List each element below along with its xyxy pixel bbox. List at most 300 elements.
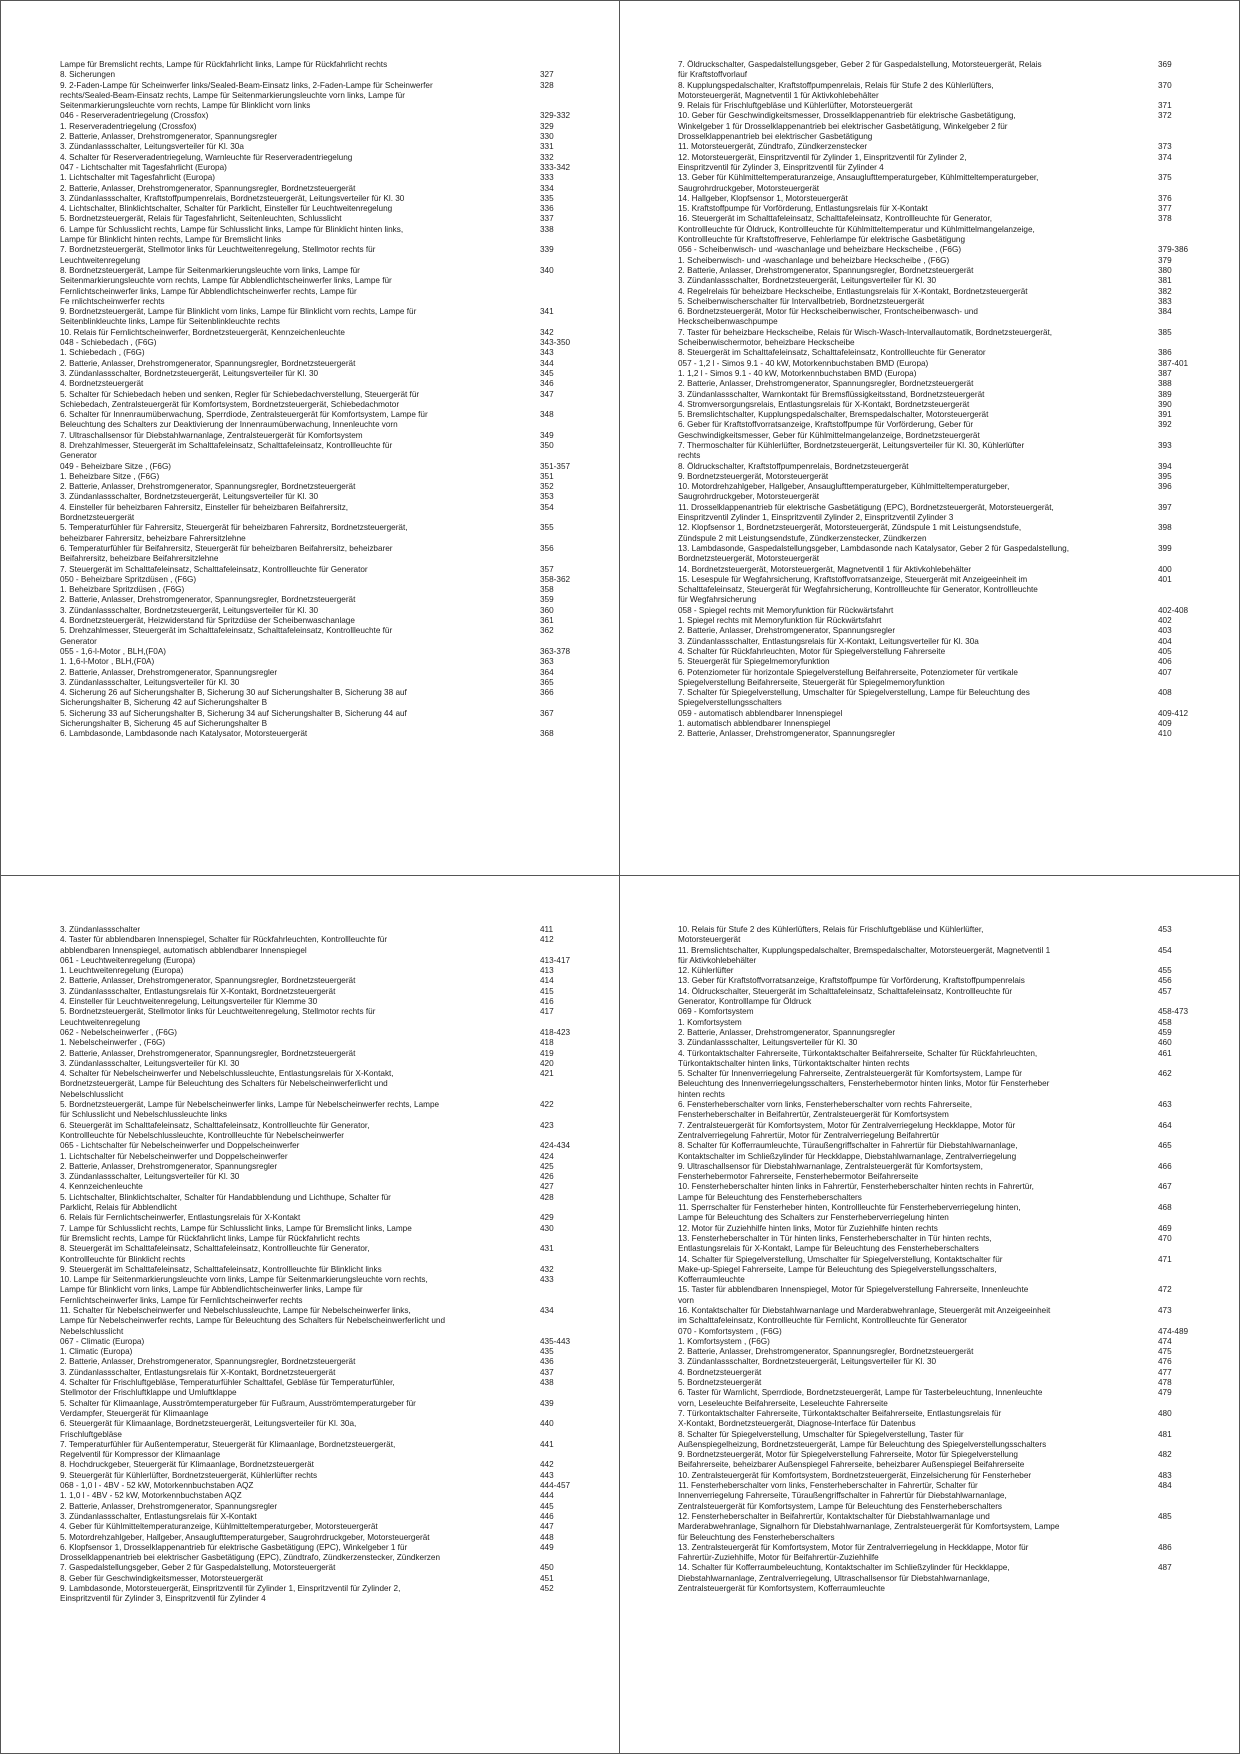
toc-entry xyxy=(678,698,1218,708)
toc-entry-page: 445 xyxy=(540,1501,554,1511)
toc-entry-text: 7. Steuergerät im Schalttafeleinsatz, Schalttafeleinsatz, Kontrollleuchte für Generator xyxy=(60,564,368,574)
toc-entry xyxy=(60,328,600,338)
toc-entry xyxy=(678,709,1218,719)
toc-entry-text: 5. Drehzahlmesser, Steuergerät im Schalttafeleinsatz, Schalttafeleinsatz, Kontrollleuchte für xyxy=(60,626,393,636)
toc-entry-page: 475 xyxy=(1158,1347,1172,1357)
toc-entry xyxy=(60,1327,600,1337)
toc-entry xyxy=(678,966,1218,976)
toc-entry-text: 11. Schalter für Nebelscheinwerfer und Nebelschlussleuchte, Lampe für Nebelscheinwerfer links, xyxy=(60,1305,411,1315)
toc-entry-text: Spiegelverstellung Beifahrerseite, Steuergerät für Spiegelmemoryfunktion xyxy=(678,677,945,687)
toc-entry-page xyxy=(540,534,600,544)
toc-entry-page: 415 xyxy=(540,986,554,996)
toc-entry-text: 6. Taster für Warnlicht, Sperrdiode, Bordnetzsteuergerät, Lampe für Tasterbeleuchtung, Innenleuchte xyxy=(678,1388,1043,1398)
toc-entry-page xyxy=(540,1430,600,1440)
toc-entry-page: 363 xyxy=(540,657,554,667)
toc-entry xyxy=(678,997,1218,1007)
toc-entry xyxy=(60,1347,600,1357)
toc-entry-page: 414 xyxy=(540,976,554,986)
toc-entry-page xyxy=(1158,122,1218,132)
toc-entry xyxy=(60,544,600,554)
toc-entry-page: 477 xyxy=(1158,1367,1172,1377)
toc-entry xyxy=(60,595,600,605)
toc-entry-text: 7. Bordnetzsteuergerät, Stellmotor links für Leuchtweitenregelung, Stellmotor rechts für xyxy=(60,245,376,255)
toc-entry-text: 1. Komfortsystem xyxy=(678,1017,742,1027)
toc-entry-text: 7. Öldruckschalter, Gaspedalstellungsgeber, Geber 2 für Gaspedalstellung, Motorsteuergerät, Relais xyxy=(678,60,1042,69)
toc-entry xyxy=(678,441,1218,451)
toc-entry xyxy=(678,1440,1218,1450)
toc-entry-text: 8. Schalter für Kofferraumleuchte, Türaußengriffschalter in Fahrertür für Diebstahlwarnanlage, xyxy=(678,1141,1018,1151)
toc-entry-text: für Bremslicht rechts, Lampe für Rückfahrlicht links, Lampe für Rückfahrlicht rechts xyxy=(60,1233,360,1243)
toc-entry-page: 430 xyxy=(540,1223,554,1233)
toc-entry-text: 1. 1,6-l-Motor , BLH,(F0A) xyxy=(60,657,155,667)
toc-entry-page: 469 xyxy=(1158,1223,1172,1233)
toc-entry-page: 405 xyxy=(1158,646,1172,656)
toc-entry-page xyxy=(1158,1574,1218,1584)
toc-entry-page: 404 xyxy=(1158,636,1172,646)
toc-entry-page: 423 xyxy=(540,1120,554,1130)
toc-entry-text: 6. Fensterheberschalter vorn links, Fensterheberschalter vorn rechts Fahrerseite, xyxy=(678,1100,972,1110)
toc-entry xyxy=(60,503,600,513)
toc-entry-text: 5. Lichtschalter, Blinklichtschalter, Schalter für Handabblendung und Lichthupe, Schalter für xyxy=(60,1192,391,1202)
toc-entry xyxy=(678,925,1218,935)
toc-entry xyxy=(678,214,1218,224)
toc-entry-text: Schalttafeleinsatz, Steuergerät für Wegfahrsicherung, Kontrollleuchte für Generator, Kontrollleuchte xyxy=(678,585,1038,595)
toc-entry-text: Lampe für Beleuchtung des Schalters zur Fensterheberverriegelung hinten xyxy=(678,1213,949,1223)
toc-entry xyxy=(60,997,600,1007)
toc-entry-text: 8. Drehzahlmesser, Steuergerät im Schalttafeleinsatz, Schalttafeleinsatz, Kontrollleuchte für xyxy=(60,440,393,450)
toc-entry xyxy=(60,400,600,410)
toc-entry-page: 479 xyxy=(1158,1388,1172,1398)
toc-entry xyxy=(60,1244,600,1254)
toc-entry-page: 393 xyxy=(1158,440,1172,450)
toc-entry xyxy=(678,101,1218,111)
toc-entry xyxy=(60,647,600,657)
toc-entry xyxy=(60,1522,600,1532)
toc-entry-page xyxy=(1158,1275,1218,1285)
toc-entry xyxy=(60,317,600,327)
toc-entry xyxy=(678,1059,1218,1069)
toc-entry-text: 2. Batterie, Anlasser, Drehstromgenerator, Spannungsregler, Bordnetzsteuergerät xyxy=(60,976,356,986)
toc-entry-text: Geschwindigkeitsmesser, Geber für Kühlmittelmangelanzeige, Bordnetzsteuergerät xyxy=(678,430,980,440)
toc-entry-page xyxy=(540,1450,600,1460)
toc-entry-text: 15. Lesespule für Wegfahrsicherung, Kraftstoffvorratsanzeige, Steuergerät mit Anzeigeeinheit im xyxy=(678,574,1028,584)
toc-entry-text: 3. Zündanlassschalter, Entlastungsrelais für X-Kontakt, Bordnetzsteuergerät xyxy=(60,986,336,996)
toc-entry xyxy=(678,1368,1218,1378)
toc-entry-page: 416 xyxy=(540,997,554,1007)
toc-entry-page: 463 xyxy=(1158,1100,1172,1110)
toc-entry-text: für Kraftstoffvorlauf xyxy=(678,70,748,80)
toc-entry-text: 7. Temperaturfühler für Außentemperatur, Steuergerät für Klimaanlage, Bordnetzsteuergerät, xyxy=(60,1439,396,1449)
toc-entry xyxy=(60,1172,600,1182)
toc-entry xyxy=(678,1316,1218,1326)
toc-entry-text: 3. Zündanlassschalter, Entlastungsrelais für X-Kontakt xyxy=(60,1511,257,1521)
toc-entry-text: Scheibenwischermotor, beheizbare Heckscheibe xyxy=(678,338,855,348)
toc-entry-page: 468 xyxy=(1158,1203,1172,1213)
toc-entry xyxy=(60,60,600,70)
toc-entry-page: 366 xyxy=(540,688,554,698)
toc-entry-text: 4. Stromversorgungsrelais, Entlastungsrelais für X-Kontakt, Bordnetzsteuergerät xyxy=(678,399,970,409)
toc-entry-text: 5. Bremslichtschalter, Kupplungspedalschalter, Bremspedalschalter, Motorsteuergerät xyxy=(678,410,989,420)
toc-entry-text: 4. Schalter für Rückfahrleuchten, Motor für Spiegelverstellung Fahrerseite xyxy=(678,646,946,656)
toc-entry-page: 331 xyxy=(540,142,554,152)
toc-entry-text: 1. Scheibenwisch- und -waschanlage und beheizbare Heckscheibe , (F6G) xyxy=(678,255,950,265)
toc-entry-page xyxy=(1158,1419,1218,1429)
toc-entry-text: 14. Schalter für Kofferraumbeleuchtung, Kontaktschalter im Schließzylinder für Heckklappe, xyxy=(678,1563,1010,1573)
toc-entry-page: 473 xyxy=(1158,1305,1172,1315)
toc-entry xyxy=(678,1388,1218,1398)
toc-entry xyxy=(678,523,1218,533)
toc-entry-text: 050 - Beheizbare Spritzdüsen , (F6G) xyxy=(60,574,197,584)
toc-entry-page xyxy=(540,946,600,956)
toc-entry-text: Bordnetzsteuergerät, Motorsteuergerät xyxy=(678,554,820,564)
toc-entry-text: 1. Beheizbare Spritzdüsen , (F6G) xyxy=(60,585,185,595)
toc-entry-page: 418 xyxy=(540,1038,554,1048)
page-top-right xyxy=(678,60,1218,740)
vertical-divider xyxy=(619,0,620,1754)
toc-entry-text: 6. Steuergerät im Schalttafeleinsatz, Schalttafeleinsatz, Kontrollleuchte für Generator, xyxy=(60,1120,370,1130)
toc-entry-page: 428 xyxy=(540,1192,554,1202)
toc-entry-text: 3. Zündanlassschalter, Leitungsverteiler für Kl. 30 xyxy=(60,1172,240,1182)
toc-entry xyxy=(678,1460,1218,1470)
toc-entry-text: 9. Ultraschallsensor für Diebstahlwarnanlage, Zentralsteuergerät für Komfortsystem, xyxy=(678,1161,983,1171)
toc-entry-page xyxy=(540,1255,600,1265)
toc-entry-text: Winkelgeber 1 für Drosselklappenantrieb bei elektrischer Gasbetätigung, Winkelgeber 2 für xyxy=(678,121,1008,131)
toc-entry-text: 7. Ultraschallsensor für Diebstahlwarnanlage, Zentralsteuergerät für Komfortsystem xyxy=(60,430,363,440)
toc-entry-page xyxy=(540,1203,600,1213)
toc-entry-text: 9. Lambdasonde, Motorsteuergerät, Einspritzventil für Zylinder 1, Einspritzventil für Zylinder 2, xyxy=(60,1584,401,1593)
toc-entry-text: 057 - 1,2 l - Simos 9.1 - 40 kW, Motorkennbuchstaben BMD (Europa) xyxy=(678,358,929,368)
toc-entry-page xyxy=(1158,1522,1218,1532)
toc-entry-text: 9. Steuergerät im Schalttafeleinsatz, Schalttafeleinsatz, Kontrollleuchte für Blinklicht links xyxy=(60,1264,382,1274)
toc-entry-text: Zentralverriegelung Fahrertür, Motor für Zentralverriegelung Beifahrertür xyxy=(678,1130,940,1140)
toc-entry-page: 354 xyxy=(540,502,554,512)
toc-entry-text: 4. Schalter für Nebelscheinwerfer und Nebelschlussleuchte, Entlastungsrelais für X-Kontakt, xyxy=(60,1069,394,1079)
toc-entry-page: 398 xyxy=(1158,523,1172,533)
toc-entry xyxy=(60,1594,600,1604)
horizontal-divider xyxy=(0,875,1240,876)
toc-entry xyxy=(678,1234,1218,1244)
toc-entry-page: 431 xyxy=(540,1244,554,1254)
toc-entry-page: 391 xyxy=(1158,410,1172,420)
toc-entry xyxy=(60,379,600,389)
toc-entry-text: für Aktivkohlebehälter xyxy=(678,955,757,965)
toc-entry xyxy=(60,1285,600,1295)
toc-entry-page: 442 xyxy=(540,1460,554,1470)
toc-entry-page: 476 xyxy=(1158,1357,1172,1367)
toc-entry-page: 454 xyxy=(1158,945,1172,955)
toc-entry-text: 11. Fensterheberschalter vorn links, Fensterheberschalter in Fahrertür, Schalter für xyxy=(678,1481,978,1491)
toc-entry xyxy=(60,1306,600,1316)
toc-entry-text: 7. Taster für beheizbare Heckscheibe, Relais für Wisch-Wasch-Intervallautomatik, Bordnetzsteuergerät, xyxy=(678,327,1053,337)
toc-entry xyxy=(60,1378,600,1388)
toc-entry xyxy=(678,976,1218,986)
toc-entry xyxy=(60,1234,600,1244)
toc-entry-text: 10. Relais für Fernlichtscheinwerfer, Bordnetzsteuergerät, Kennzeichenleuchte xyxy=(60,327,345,337)
toc-entry xyxy=(678,184,1218,194)
toc-entry xyxy=(60,235,600,245)
toc-entry xyxy=(678,647,1218,657)
toc-entry xyxy=(678,348,1218,358)
toc-entry-text: Saugrohrdruckgeber, Motorsteuergerät xyxy=(678,183,820,193)
toc-entry-text: 3. Zündanlassschalter, Bordnetzsteuergerät, Leitungsverteiler für Kl. 30 xyxy=(60,492,319,502)
toc-entry xyxy=(678,81,1218,91)
toc-entry-text: Zentralsteuergerät für Komfortsystem, Kofferraumleuchte xyxy=(678,1584,885,1593)
toc-entry-page: 478 xyxy=(1158,1378,1172,1388)
toc-entry-page: 346 xyxy=(540,379,554,389)
toc-entry-text: 11. Drosselklappenantrieb für elektrische Gasbetätigung (EPC), Bordnetzsteuergerät, Motorsteuergerät, xyxy=(678,502,1054,512)
toc-entry-text: 2. Batterie, Anlasser, Drehstromgenerator, Spannungsregler, Bordnetzsteuergerät xyxy=(60,595,356,605)
toc-entry-page xyxy=(1158,935,1218,945)
toc-entry-page xyxy=(1158,1193,1218,1203)
toc-entry xyxy=(678,266,1218,276)
toc-entry xyxy=(678,1255,1218,1265)
toc-entry-page: 333 xyxy=(540,173,554,183)
toc-entry xyxy=(678,554,1218,564)
toc-entry xyxy=(60,472,600,482)
toc-entry xyxy=(678,1100,1218,1110)
toc-entry xyxy=(60,966,600,976)
toc-entry-text: 9. Bordnetzsteuergerät, Lampe für Blinklicht vorn links, Lampe für Blinklicht vorn rechts, Lampe für xyxy=(60,307,417,317)
toc-entry-text: 8. Schalter für Spiegelverstellung, Umschalter für Spiegelverstellung, Taster für xyxy=(678,1429,964,1439)
toc-entry-page xyxy=(540,554,600,564)
toc-entry-text: 7. Türkontaktschalter Fahrerseite, Türkontaktschalter Beifahrerseite, Entlastungsrelais für xyxy=(678,1408,1002,1418)
toc-entry-text: 046 - Reserveradentriegelung (Crossfox) xyxy=(60,111,209,121)
toc-entry-text: 10. Lampe für Seitenmarkierungsleuchte vorn links, Lampe für Seitenmarkierungsleuchte vorn rechts, xyxy=(60,1275,428,1285)
toc-entry-page: 480 xyxy=(1158,1408,1172,1418)
toc-entry-page: 402 xyxy=(1158,616,1172,626)
toc-entry-text: 3. Zündanlassschalter, Leitungsverteiler für Kl. 30 xyxy=(678,1038,858,1048)
toc-entry-text: 8. Steuergerät im Schalttafeleinsatz, Schalttafeleinsatz, Kontrollleuchte für Generator xyxy=(678,348,986,358)
toc-entry-text: 14. Bordnetzsteuergerät, Motorsteuergerät, Magnetventil 1 für Aktivkohlebehälter xyxy=(678,564,972,574)
toc-entry-text: 1. Spiegel rechts mit Memoryfunktion für Rückwärtsfahrt xyxy=(678,616,882,626)
toc-entry-text: Fensterheberschalter in Beifahrertür, Zentralsteuergerät für Komfortsystem xyxy=(678,1110,949,1120)
toc-entry xyxy=(678,1306,1218,1316)
toc-entry-text: Fahrertür-Zuziehhilfe, Motor für Beifahrertür-Zuziehhilfe xyxy=(678,1553,879,1563)
toc-entry xyxy=(60,1028,600,1038)
toc-entry xyxy=(60,359,600,369)
toc-entry-text: 5. Scheibenwischerschalter für Intervallbetrieb, Bordnetzsteuergerät xyxy=(678,296,925,306)
toc-entry-page xyxy=(540,1553,600,1563)
toc-entry-text: Lampe für Nebelscheinwerfer rechts, Lampe für Beleuchtung des Schalters für Nebelscheinwerferlicht und xyxy=(60,1316,446,1326)
toc-entry-text: Kontrollleuchte für Öldruck, Kontrollleuchte für Kühlmitteltemperatur und Kühlmittelmangelanzeige, xyxy=(678,224,1035,234)
toc-entry-text: Bordnetzsteuergerät, Lampe für Beleuchtung des Schalters für Nebelscheinwerferlicht und xyxy=(60,1079,388,1089)
toc-entry-text: 4. Bordnetzsteuergerät, Heizwiderstand für Spritzdüse der Scheibenwaschanlage xyxy=(60,616,355,626)
toc-entry xyxy=(678,111,1218,121)
toc-entry-text: Sicherungshalter B, Sicherung 45 auf Sicherungshalter B xyxy=(60,719,268,728)
toc-entry xyxy=(60,585,600,595)
toc-entry xyxy=(678,1152,1218,1162)
toc-entry-text: Zündspule 2 mit Leistungsendstufe, Zündkerzenstecker, Zündkerzen xyxy=(678,533,927,543)
toc-entry xyxy=(60,946,600,956)
toc-entry-text: Kontrollleuchte für Nebelschlussleuchte, Kontrollleuchte für Nebelscheinwerfer xyxy=(60,1130,344,1140)
toc-entry-page: 356 xyxy=(540,543,554,553)
toc-entry xyxy=(678,719,1218,729)
toc-entry-page xyxy=(540,60,600,70)
toc-entry-text: Kontrollleuchte für Blinklicht rechts xyxy=(60,1254,186,1264)
toc-entry-page: 328 xyxy=(540,80,554,90)
toc-entry-text: 3. Zündanlassschalter, Leitungsverteiler für Kl. 30 xyxy=(60,677,240,687)
toc-entry xyxy=(678,1275,1218,1285)
toc-entry-text: 12. Kühlerlüfter xyxy=(678,966,734,976)
toc-entry xyxy=(678,544,1218,554)
toc-entry-page xyxy=(540,1079,600,1089)
toc-entry xyxy=(60,307,600,317)
toc-entry xyxy=(60,1460,600,1470)
toc-entry-text: Einspritzventil für Zylinder 3, Einspritzventil für Zylinder 4 xyxy=(678,162,884,172)
toc-entry xyxy=(60,554,600,564)
toc-entry xyxy=(60,1316,600,1326)
toc-entry-text: 16. Steuergerät im Schalttafeleinsatz, Schalttafeleinsatz, Kontrollleuchte für Generator, xyxy=(678,214,993,224)
toc-entry-page: 436 xyxy=(540,1357,554,1367)
toc-entry-page: 394 xyxy=(1158,461,1172,471)
toc-entry-page xyxy=(1158,1131,1218,1141)
toc-entry xyxy=(678,173,1218,183)
toc-entry-page: 419 xyxy=(540,1048,554,1058)
toc-entry-page xyxy=(540,698,600,708)
toc-entry xyxy=(678,204,1218,214)
toc-entry-text: 1. Beheizbare Sitze , (F6G) xyxy=(60,471,160,481)
toc-entry-page: 329 xyxy=(540,121,554,131)
toc-entry-text: 10. Motordrehzahlgeber, Hallgeber, Ansauglufttemperaturgeber, Kühlmitteltemperaturgeber, xyxy=(678,482,1010,492)
toc-entry-text: Fe rnlichtscheinwerfer rechts xyxy=(60,296,165,306)
toc-entry xyxy=(678,492,1218,502)
toc-entry xyxy=(60,111,600,121)
toc-entry-text: Generator, Kontrolllampe für Öldruck xyxy=(678,997,812,1007)
toc-entry-page xyxy=(1158,163,1218,173)
toc-entry-page: 379 xyxy=(1158,255,1172,265)
toc-entry-page xyxy=(1158,1460,1218,1470)
toc-entry-page xyxy=(540,1316,600,1326)
toc-entry-page: 424 xyxy=(540,1151,554,1161)
toc-entry-text: 1. Leuchtweitenregelung (Europa) xyxy=(60,966,184,976)
toc-entry-text: 4. Bordnetzsteuergerät xyxy=(678,1367,762,1377)
toc-entry-text: Parklicht, Relais für Abblendlicht xyxy=(60,1203,177,1213)
toc-entry xyxy=(60,935,600,945)
toc-entry-page: 485 xyxy=(1158,1511,1172,1521)
toc-entry-page: 424-434 xyxy=(540,1141,571,1151)
toc-entry-page xyxy=(540,1131,600,1141)
toc-entry-page: 435 xyxy=(540,1347,554,1357)
toc-entry-page: 457 xyxy=(1158,986,1172,996)
toc-entry xyxy=(678,1347,1218,1357)
toc-entry xyxy=(678,1450,1218,1460)
toc-entry-page xyxy=(540,101,600,111)
toc-entry-page xyxy=(1158,698,1218,708)
toc-entry xyxy=(678,328,1218,338)
toc-entry xyxy=(60,1162,600,1172)
toc-entry-page xyxy=(1158,956,1218,966)
toc-entry xyxy=(60,410,600,420)
toc-entry-page: 426 xyxy=(540,1172,554,1182)
toc-entry-text: 2. Batterie, Anlasser, Drehstromgenerator, Spannungsregler xyxy=(678,626,896,636)
toc-entry-page xyxy=(540,1296,600,1306)
toc-entry-text: 7. Schalter für Spiegelverstellung, Umschalter für Spiegelverstellung, Lampe für Beleuchtung des xyxy=(678,688,1030,698)
toc-entry xyxy=(60,1296,600,1306)
toc-entry-page xyxy=(1158,554,1218,564)
toc-entry xyxy=(60,441,600,451)
toc-entry-page xyxy=(1158,1553,1218,1563)
toc-entry-text: 4. Schalter für Reserveradentriegelung, Warnleuchte für Reserveradentriegelung xyxy=(60,152,353,162)
toc-entry-text: 4. Bordnetzsteuergerät xyxy=(60,379,144,389)
toc-entry xyxy=(60,925,600,935)
toc-entry-text: 6. Temperaturfühler für Beifahrersitz, Steuergerät für beheizbaren Beifahrersitz, beheizbarer xyxy=(60,543,393,553)
toc-entry-text: Beifahrerseite, beheizbarer Außenspiegel Fahrerseite, beheizbarer Außenspiegel Beifahrerseite xyxy=(678,1460,1025,1470)
toc-entry-text: Motorsteuergerät xyxy=(678,935,741,945)
toc-entry xyxy=(678,668,1218,678)
toc-entry-page: 390 xyxy=(1158,399,1172,409)
toc-entry-text: 6. Lambdasonde, Lambdasonde nach Katalysator, Motorsteuergerät xyxy=(60,729,308,739)
toc-entry-text: Heckscheibenwaschpumpe xyxy=(678,317,778,327)
toc-entry-text: Drosselklappenantrieb bei elektrischer Gasbetätigung (EPC), Zündtrafo, Zündkerzenstecker, Zündkerzen xyxy=(60,1553,441,1563)
toc-entry-page xyxy=(1158,431,1218,441)
toc-entry-page: 444-457 xyxy=(540,1481,571,1491)
toc-entry xyxy=(60,266,600,276)
toc-entry-text: 1. Climatic (Europa) xyxy=(60,1347,133,1357)
toc-entry-page: 421 xyxy=(540,1069,554,1079)
toc-entry xyxy=(60,534,600,544)
toc-entry-page xyxy=(540,1018,600,1028)
toc-entry-text: Lampe für Bremslicht rechts, Lampe für Rückfahrlicht links, Lampe für Rückfahrlicht rechts xyxy=(60,60,388,69)
toc-entry-page: 403 xyxy=(1158,626,1172,636)
toc-entry-text: 1. Reserveradentriegelung (Crossfox) xyxy=(60,121,197,131)
toc-entry-text: Marderabwehranlage, Signalhorn für Diebstahlwarnanlage, Zentralsteuergerät für Komfortsystem, Lampe xyxy=(678,1522,1060,1532)
toc-entry xyxy=(60,1574,600,1584)
toc-entry xyxy=(60,482,600,492)
toc-entry-page: 348 xyxy=(540,410,554,420)
toc-entry-text: Türkontaktschalter hinten links, Türkontaktschalter hinten rechts xyxy=(678,1058,910,1068)
toc-entry xyxy=(678,1399,1218,1409)
toc-entry-text: 12. Motor für Zuziehhilfe hinten links, Motor für Zuziehhilfe hinten rechts xyxy=(678,1223,938,1233)
toc-entry-page xyxy=(1158,1110,1218,1120)
toc-entry xyxy=(678,565,1218,575)
toc-entry xyxy=(678,1430,1218,1440)
toc-entry-page xyxy=(540,513,600,523)
toc-entry-text: Lampe für Blinklicht vorn links, Lampe für Abblendlichtscheinwerfer links, Lampe für xyxy=(60,1285,363,1295)
toc-entry-page xyxy=(1158,595,1218,605)
toc-entry-page: 334 xyxy=(540,183,554,193)
toc-entry xyxy=(678,431,1218,441)
toc-entry-text: Beleuchtung des Schalters zur Deaktivierung der Innenraumüberwachung, Innenleuchte vorn xyxy=(60,420,398,430)
toc-entry-page: 481 xyxy=(1158,1429,1172,1439)
toc-entry xyxy=(678,1543,1218,1553)
toc-entry-page xyxy=(540,1285,600,1295)
toc-entry-page: 345 xyxy=(540,368,554,378)
toc-entry-page: 363-378 xyxy=(540,646,571,656)
toc-entry-text: 049 - Beheizbare Sitze , (F6G) xyxy=(60,461,172,471)
toc-entry xyxy=(678,472,1218,482)
toc-entry xyxy=(678,1244,1218,1254)
toc-entry-page: 340 xyxy=(540,265,554,275)
toc-entry xyxy=(678,1090,1218,1100)
toc-entry-text: 5. Motordrehzahlgeber, Hallgeber, Ansauglufttemperaturgeber, Saugrohrdruckgeber, Motorsteuergerät xyxy=(60,1532,430,1542)
toc-entry-page xyxy=(540,451,600,461)
toc-entry-text: 069 - Komfortsystem xyxy=(678,1007,754,1017)
toc-entry xyxy=(60,1131,600,1141)
toc-entry-page: 389 xyxy=(1158,389,1172,399)
toc-entry-text: 2. Batterie, Anlasser, Drehstromgenerator, Spannungsregler, Bordnetzsteuergerät xyxy=(678,379,974,389)
toc-entry-text: Fernlichtscheinwerfer links, Lampe für Fernlichtscheinwerfer rechts xyxy=(60,1295,303,1305)
toc-entry-page: 458-473 xyxy=(1158,1007,1189,1017)
toc-entry-text: 5. Bordnetzsteuergerät, Relais für Tagesfahrlicht, Seitenleuchten, Schlusslicht xyxy=(60,214,342,224)
toc-entry xyxy=(678,678,1218,688)
toc-entry-page: 339 xyxy=(540,245,554,255)
toc-entry-text: 11. Bremslichtschalter, Kupplungspedalschalter, Bremspedalschalter, Motorsteuergerät, Magnetventil 1 xyxy=(678,945,1051,955)
toc-entry-page: 486 xyxy=(1158,1542,1172,1552)
toc-entry-page xyxy=(1158,1440,1218,1450)
toc-entry xyxy=(60,1255,600,1265)
toc-entry-text: abblendbaren Innenspiegel, automatisch abblendbarer Innenspiegel xyxy=(60,945,307,955)
toc-entry-page: 359 xyxy=(540,595,554,605)
